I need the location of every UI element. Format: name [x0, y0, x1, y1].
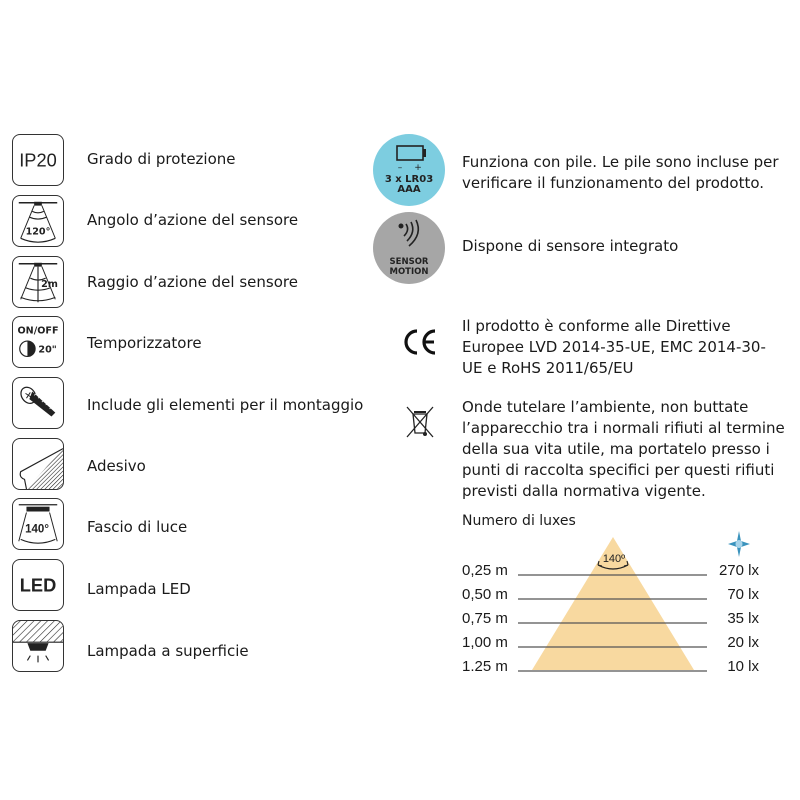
weee-bin-icon	[405, 405, 435, 439]
svg-text:LED: LED	[19, 574, 57, 596]
light-cone-diagram	[500, 530, 760, 680]
timer-icon	[12, 316, 64, 368]
sensor-motion-icon	[373, 212, 445, 284]
svg-text:ON/OFF: ON/OFF	[17, 325, 59, 337]
distance-label: 0,75 m	[462, 610, 508, 627]
svg-text:IP20: IP20	[19, 149, 57, 171]
battery-icon	[373, 134, 445, 206]
sensor-range-icon	[12, 256, 64, 308]
sensor-description	[462, 236, 678, 257]
ce-text-line: UE e RoHS 2011/65/EU	[462, 359, 634, 377]
feature-label-adhesive: Adesivo	[87, 457, 146, 475]
battery-text-line: Funziona con pile. Le pile sono incluse per	[462, 153, 779, 171]
svg-text:SENSOR: SENSOR	[389, 257, 429, 267]
sensor-text-line: Dispone di sensore integrato	[462, 237, 679, 255]
ce-mark-icon	[402, 327, 438, 357]
battery-text-line: verificare il funzionamento del prodotto.	[462, 174, 765, 192]
svg-text:140º: 140º	[602, 553, 626, 565]
lux-value: 35 lx	[727, 610, 759, 627]
svg-text:20": 20"	[38, 344, 57, 356]
weee-text-line: Onde tutelare l’ambiente, non buttate	[462, 398, 749, 416]
beam-angle-icon	[12, 498, 64, 550]
feature-label-sensor-range: Raggio d’azione del sensore	[87, 273, 298, 291]
svg-text:120°: 120°	[25, 226, 51, 238]
ce-text-line: Europee LVD 2014-35-UE, EMC 2014-30-	[462, 338, 766, 356]
lux-chart-title: Numero di luxes	[462, 513, 576, 529]
surface-lamp-icon	[12, 620, 64, 672]
ip20-icon	[12, 134, 64, 186]
svg-text:AAA: AAA	[397, 184, 421, 195]
feature-label-mounting: Include gli elementi per il montaggio	[87, 396, 364, 414]
weee-description	[462, 397, 785, 502]
distance-label: 1.25 m	[462, 658, 508, 675]
weee-text-line: della sua vita utile, ma portatelo presso i	[462, 440, 770, 458]
feature-label-timer: Temporizzatore	[87, 334, 202, 352]
lux-value: 270 lx	[718, 562, 759, 579]
lux-value: 20 lx	[727, 634, 759, 651]
weee-text-line: previsti dalla normativa vigente.	[462, 482, 706, 500]
svg-text:2m: 2m	[41, 278, 58, 290]
feature-label-beam: Fascio di luce	[87, 518, 188, 536]
led-icon	[12, 559, 64, 611]
feature-label-led: Lampada LED	[87, 580, 191, 598]
feature-label-surface: Lampada a superficie	[87, 642, 249, 660]
weee-text-line: l’apparecchio tra i normali rifiuti al termine	[462, 419, 785, 437]
svg-text:+: +	[414, 163, 422, 173]
svg-text:–: –	[397, 163, 403, 173]
weee-text-line: punti di raccolta specifici per questi rifiuti	[462, 461, 775, 479]
ce-text-line: Il prodotto è conforme alle Direttive	[462, 317, 731, 335]
adhesive-icon	[12, 438, 64, 490]
ce-description	[462, 316, 766, 379]
screw-icon	[12, 377, 64, 429]
svg-text:3 x LR03: 3 x LR03	[384, 174, 434, 185]
light-star-icon	[728, 531, 750, 557]
feature-label-sensor-angle: Angolo d’azione del sensore	[87, 211, 299, 229]
distance-label: 0,50 m	[462, 586, 508, 603]
battery-description	[462, 152, 779, 194]
svg-text:140°: 140°	[25, 523, 49, 536]
svg-text:MOTION: MOTION	[389, 267, 429, 277]
lux-value: 70 lx	[727, 586, 759, 603]
distance-label: 0,25 m	[462, 562, 508, 579]
feature-label-protection: Grado di protezione	[87, 150, 236, 168]
lux-value: 10 lx	[727, 658, 759, 675]
distance-label: 1,00 m	[462, 634, 508, 651]
sensor-angle-icon	[12, 195, 64, 247]
